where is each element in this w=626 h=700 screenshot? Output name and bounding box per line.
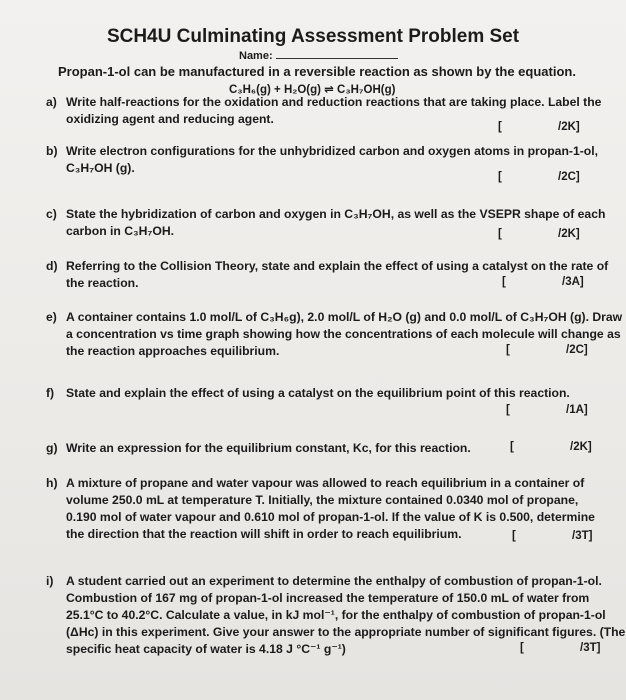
page-title: SCH4U Culminating Assessment Problem Set xyxy=(106,26,520,47)
mark-bracket: [ xyxy=(520,642,524,654)
question-line: carbon in C₃H₇OH. xyxy=(66,224,175,238)
question-line: A mixture of propane and water vapour was allowed to reach equilibrium in a container of xyxy=(66,476,585,490)
question-line: 25.1°C to 40.2°C. Calculate a value, in kJ mol⁻¹, for the enthalpy of combustion of propan-1-ol xyxy=(66,608,606,622)
name-label: Name: xyxy=(239,50,273,62)
question-line: State and explain the effect of using a catalyst on the equilibrium point of this reaction. xyxy=(66,386,570,400)
question-label: b) xyxy=(46,144,58,158)
mark-box xyxy=(498,228,580,240)
mark-bracket: [ xyxy=(510,441,514,453)
question-line: the direction that the reaction will shift in order to reach equilibrium. xyxy=(66,527,462,541)
question-line: 0.190 mol of water vapour and 0.610 mol of propan-1-ol. If the value of K is 0.500, determine xyxy=(66,510,595,524)
question-line: a concentration vs time graph showing how the concentrations of each molecule will change as xyxy=(66,327,621,341)
question-line: oxidizing agent and reducing agent. xyxy=(66,112,274,126)
question-label: f) xyxy=(46,386,55,400)
question-line: A student carried out an experiment to determine the enthalpy of combustion of propan-1-ol. xyxy=(66,574,602,588)
mark-box xyxy=(502,276,584,288)
question-line: A container contains 1.0 mol/L of C₃H₆g), 2.0 mol/L of H₂O (g) and 0.0 mol/L of C₃H₇OH (g). Draw xyxy=(66,310,623,324)
name-line xyxy=(276,49,398,59)
question-label: g) xyxy=(46,441,58,455)
question-line: C₃H₇OH (g). xyxy=(66,161,135,175)
mark-value: /2K] xyxy=(558,121,580,133)
mark-bracket: [ xyxy=(512,530,516,542)
question-label: d) xyxy=(46,259,58,273)
name-field xyxy=(239,49,398,62)
question-line: the reaction approaches equilibrium. xyxy=(66,344,280,358)
question-label: a) xyxy=(46,95,57,109)
mark-bracket: [ xyxy=(502,276,506,288)
question-line: Combustion of 167 mg of propan-1-ol increased the temperature of 150.0 mL of water from xyxy=(66,591,590,605)
mark-value: /1A] xyxy=(566,404,588,416)
question-line: Write electron configurations for the unhybridized carbon and oxygen atoms in propan-1-ol, xyxy=(66,144,599,158)
mark-value: /3T] xyxy=(580,642,601,654)
mark-bracket: [ xyxy=(498,121,502,133)
mark-value: /2K] xyxy=(570,441,592,453)
mark-box xyxy=(512,530,592,542)
mark-bracket: [ xyxy=(506,344,510,356)
mark-box xyxy=(498,121,580,133)
question-f xyxy=(46,385,570,402)
mark-value: /3T] xyxy=(572,530,593,542)
question-line: specific heat capacity of water is 4.18 J °C⁻¹ g⁻¹) xyxy=(66,642,346,656)
question-label: h) xyxy=(46,476,58,490)
question-line: Write an expression for the equilibrium constant, Kc, for this reaction. xyxy=(66,441,471,455)
reaction-equation: C₃H₆(g) + H₂O(g) ⇌ C₃H₇OH(g) xyxy=(229,84,396,96)
mark-box xyxy=(520,642,600,654)
question-line: (ΔHc) in this experiment. Give your answer to the appropriate number of significant figures. (The xyxy=(66,625,626,639)
mark-value: /3A] xyxy=(562,276,584,288)
question-label: i) xyxy=(46,574,54,588)
mark-box xyxy=(498,171,580,183)
mark-box xyxy=(510,441,592,453)
question-line: Write half-reactions for the oxidation and reduction reactions that are taking place. Label the xyxy=(66,95,602,109)
mark-bracket: [ xyxy=(498,228,502,240)
question-line: Referring to the Collision Theory, state and explain the effect of using a catalyst on the rate of xyxy=(66,259,609,273)
question-label: c) xyxy=(46,207,57,221)
question-line: volume 250.0 mL at temperature T. Initially, the mixture contained 0.0340 mol of propane, xyxy=(66,493,579,507)
mark-bracket: [ xyxy=(498,171,502,183)
question-g xyxy=(46,440,471,457)
question-label: e) xyxy=(46,310,57,324)
question-line: the reaction. xyxy=(66,276,139,290)
question-line: State the hybridization of carbon and oxygen in C₃H₇OH, as well as the VSEPR shape of each xyxy=(66,207,606,221)
intro-text: Propan-1-ol can be manufactured in a reversible reaction as shown by the equation. xyxy=(58,64,576,79)
mark-value: /2K] xyxy=(558,228,580,240)
mark-box xyxy=(506,404,588,416)
mark-value: /2C] xyxy=(558,171,580,183)
mark-value: /2C] xyxy=(566,344,588,356)
mark-bracket: [ xyxy=(506,404,510,416)
mark-box xyxy=(506,344,588,356)
